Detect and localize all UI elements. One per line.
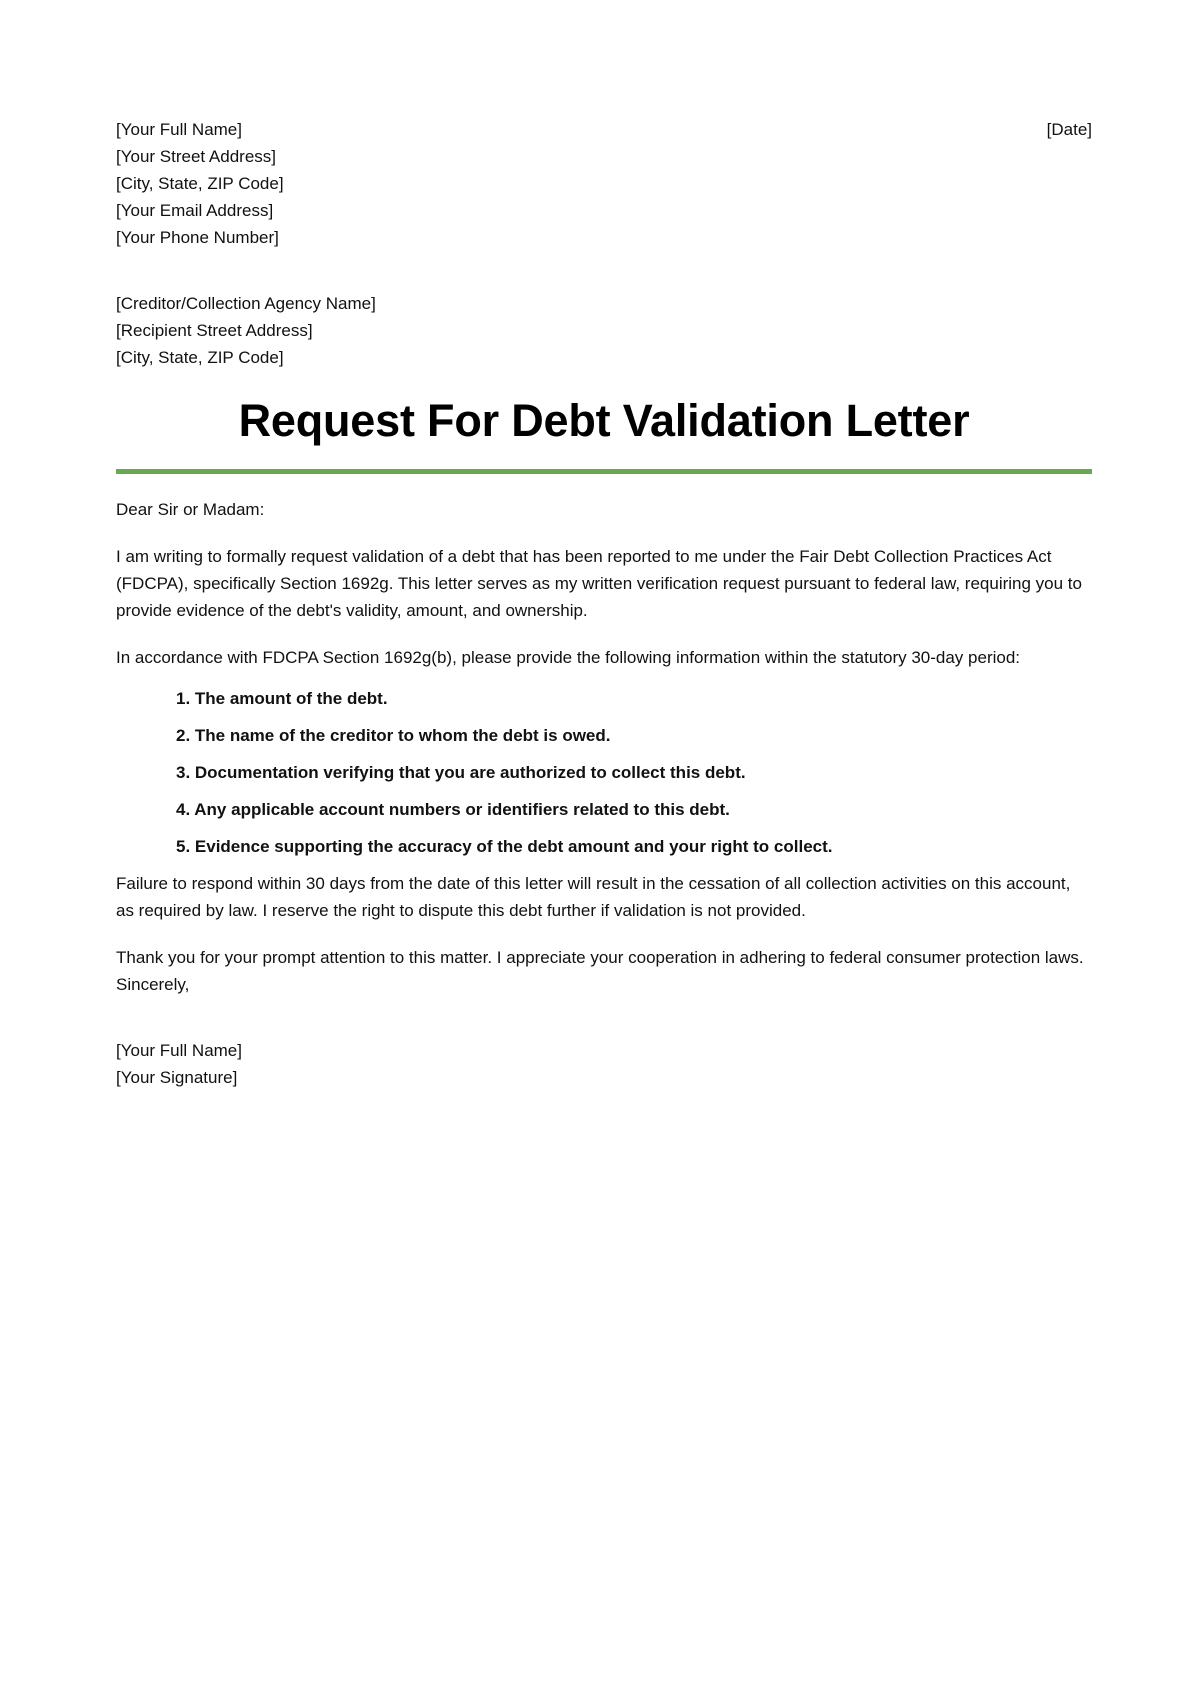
request-item: 3. Documentation verifying that you are authorized to collect this debt. (176, 763, 746, 782)
request-item: 2. The name of the creditor to whom the debt is owed. (176, 726, 611, 745)
request-lead-paragraph: In accordance with FDCPA Section 1692g(b), please provide the following information within the statutory 30-day period: (116, 648, 1021, 667)
intro-paragraph: I am writing to formally request validation of a debt that has been reported to me under the Fair Debt Collection Practices Act (FDCPA), specifically Section 1692g. This letter serves as my written verification request pursuant to federal law, requiring you to provide evidence of the debt's validity, amount, and ownership. (116, 547, 1082, 620)
letter-date: [Date] (1046, 120, 1092, 139)
letter-title: Request For Debt Validation Letter (238, 395, 970, 446)
request-list (116, 685, 1092, 860)
signature-line: [Your Signature] (116, 1068, 238, 1087)
request-item: 1. The amount of the debt. (176, 689, 388, 708)
sender-phone: [Your Phone Number] (116, 228, 279, 247)
recipient-city-state-zip: [City, State, ZIP Code] (116, 348, 284, 367)
sender-name: [Your Full Name] (116, 120, 242, 139)
signature-block (116, 1037, 1092, 1091)
salutation: Dear Sir or Madam: (116, 500, 265, 519)
recipient-name: [Creditor/Collection Agency Name] (116, 294, 376, 313)
recipient-address-block (116, 290, 1092, 371)
closing: Sincerely, (116, 975, 190, 994)
signature-name: [Your Full Name] (116, 1041, 242, 1060)
letter-page (116, 116, 1092, 1091)
recipient-street: [Recipient Street Address] (116, 321, 313, 340)
sender-city-state-zip: [City, State, ZIP Code] (116, 174, 284, 193)
sender-address-block (116, 116, 1092, 251)
title-divider (116, 469, 1092, 474)
sender-street: [Your Street Address] (116, 147, 277, 166)
thanks-paragraph: Thank you for your prompt attention to this matter. I appreciate your cooperation in adhering to federal consumer protection laws. (116, 948, 1084, 967)
sender-email: [Your Email Address] (116, 201, 274, 220)
warning-paragraph: Failure to respond within 30 days from the date of this letter will result in the cessation of all collection activities on this account, as required by law. I reserve the right to dispute this debt further if validation is not provided. (116, 874, 1071, 920)
signature-spacer (116, 998, 1092, 1037)
request-item: 4. Any applicable account numbers or identifiers related to this debt. (176, 800, 730, 819)
request-item: 5. Evidence supporting the accuracy of the debt amount and your right to collect. (176, 837, 833, 856)
